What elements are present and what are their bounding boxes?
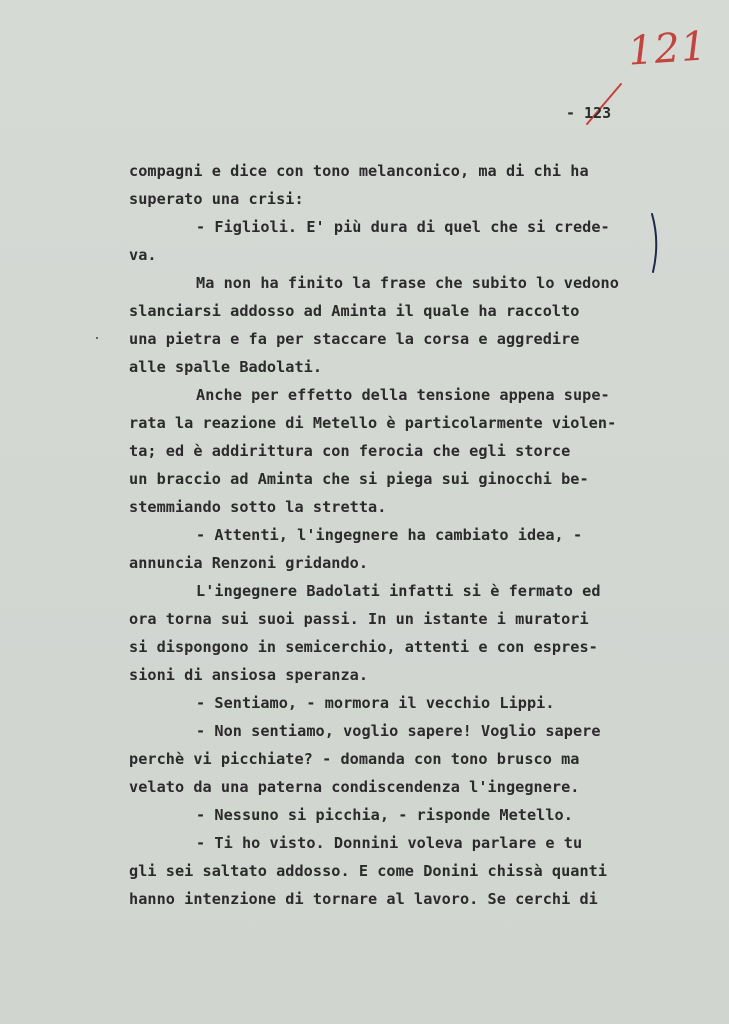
text-line: - Attenti, l'ingegnere ha cambiato idea, -: [196, 526, 583, 544]
text-line: ora torna sui suoi passi. In un istante i muratori: [129, 610, 589, 628]
text-line: - Ti ho visto. Donnini voleva parlare e tu: [196, 834, 583, 852]
typed-page-number: - 123: [566, 104, 612, 122]
text-line: Ma non ha finito la frase che subito lo vedono: [196, 274, 619, 292]
margin-bracket-mark: [648, 212, 662, 274]
text-line: una pietra e fa per staccare la corsa e aggredire: [129, 330, 580, 348]
text-line: si dispongono in semicerchio, attenti e con espres-: [129, 638, 598, 656]
text-line: - Nessuno si picchia, - risponde Metello.: [196, 806, 573, 824]
text-line: va.: [129, 246, 157, 264]
handwritten-page-number: 121: [626, 23, 709, 75]
text-line: annuncia Renzoni gridando.: [129, 554, 369, 572]
text-line: L'ingegnere Badolati infatti si è fermato ed: [196, 582, 601, 600]
text-line: compagni e dice con tono melanconico, ma di chi ha: [129, 162, 589, 180]
text-line: hanno intenzione di tornare al lavoro. Se cerchi di: [129, 890, 598, 908]
text-line: perchè vi picchiate? - domanda con tono brusco ma: [129, 750, 580, 768]
text-line: stemmiando sotto la stretta.: [129, 498, 387, 516]
text-line: Anche per effetto della tensione appena supe-: [196, 386, 610, 404]
text-line: sioni di ansiosa speranza.: [129, 666, 369, 684]
text-line: gli sei saltato addosso. E come Donini chissà quanti: [129, 862, 608, 880]
text-line: slanciarsi addosso ad Aminta il quale ha raccolto: [129, 302, 580, 320]
text-line: velato da una paterna condiscendenza l'ingegnere.: [129, 778, 580, 796]
text-line: - Figlioli. E' più dura di quel che si crede-: [196, 218, 610, 236]
text-line: ta; ed è addirittura con ferocia che egli storce: [129, 442, 571, 460]
text-line: rata la reazione di Metello è particolarmente violen-: [129, 414, 617, 432]
text-line: superato una crisi:: [129, 190, 304, 208]
text-line: - Non sentiamo, voglio sapere! Voglio sapere: [196, 722, 601, 740]
text-line: un braccio ad Aminta che si piega sui ginocchi be-: [129, 470, 589, 488]
stray-ink-dot: [96, 337, 98, 339]
text-line: - Sentiamo, - mormora il vecchio Lippi.: [196, 694, 555, 712]
text-line: alle spalle Badolati.: [129, 358, 323, 376]
